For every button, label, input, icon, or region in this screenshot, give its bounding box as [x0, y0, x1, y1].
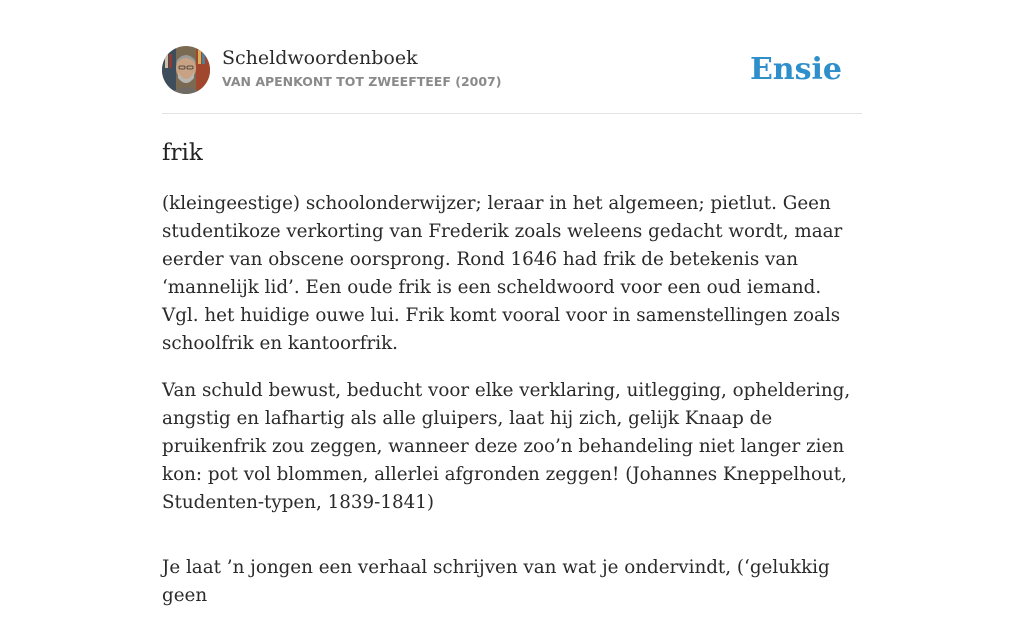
author-avatar-icon[interactable]: [162, 46, 210, 94]
header-divider: [162, 113, 862, 114]
author-subtitle: VAN APENKONT TOT ZWEEFTEEF (2007): [222, 74, 502, 89]
author-name[interactable]: Scheldwoordenboek: [222, 47, 418, 69]
entry-quote: Van schuld bewust, beducht voor elke verklaring, uitlegging, opheldering, angstig en lafhartig als alle gluipers, laat hij zich, gelijk Knaap de pruikenfrik zou zeggen, wanneer deze zoo’n behandeling niet langer zien kon: pot vol blommen, allerlei afgronden zeggen! (Johannes Kneppelhout, Studenten-typen, 1839-1841): [162, 380, 851, 513]
entry-quote: Je laat ’n jongen een verhaal schrijven van wat je ondervindt, (‘gelukkig geen: [162, 557, 830, 606]
entry-definition: (kleingeestige) schoolonderwijzer; leraar in het algemeen; pietlut. Geen studentikoze verkorting van Frederik zoals weleens gedacht wordt, maar eerder van obscene oorsprong. Rond 1646 had frik de betekenis van ‘mannelijk lid’. Een oude frik is een scheldwoord voor een oud iemand. Vgl. het huidige ouwe lui. Frik komt vooral voor in samenstellingen zoals schoolfrik en kantoorfrik.: [162, 193, 843, 354]
entry-term: frik: [162, 140, 203, 166]
entry-header: [162, 46, 862, 96]
entry-body: [162, 190, 862, 629]
ensie-logo[interactable]: Ensie: [749, 52, 842, 87]
